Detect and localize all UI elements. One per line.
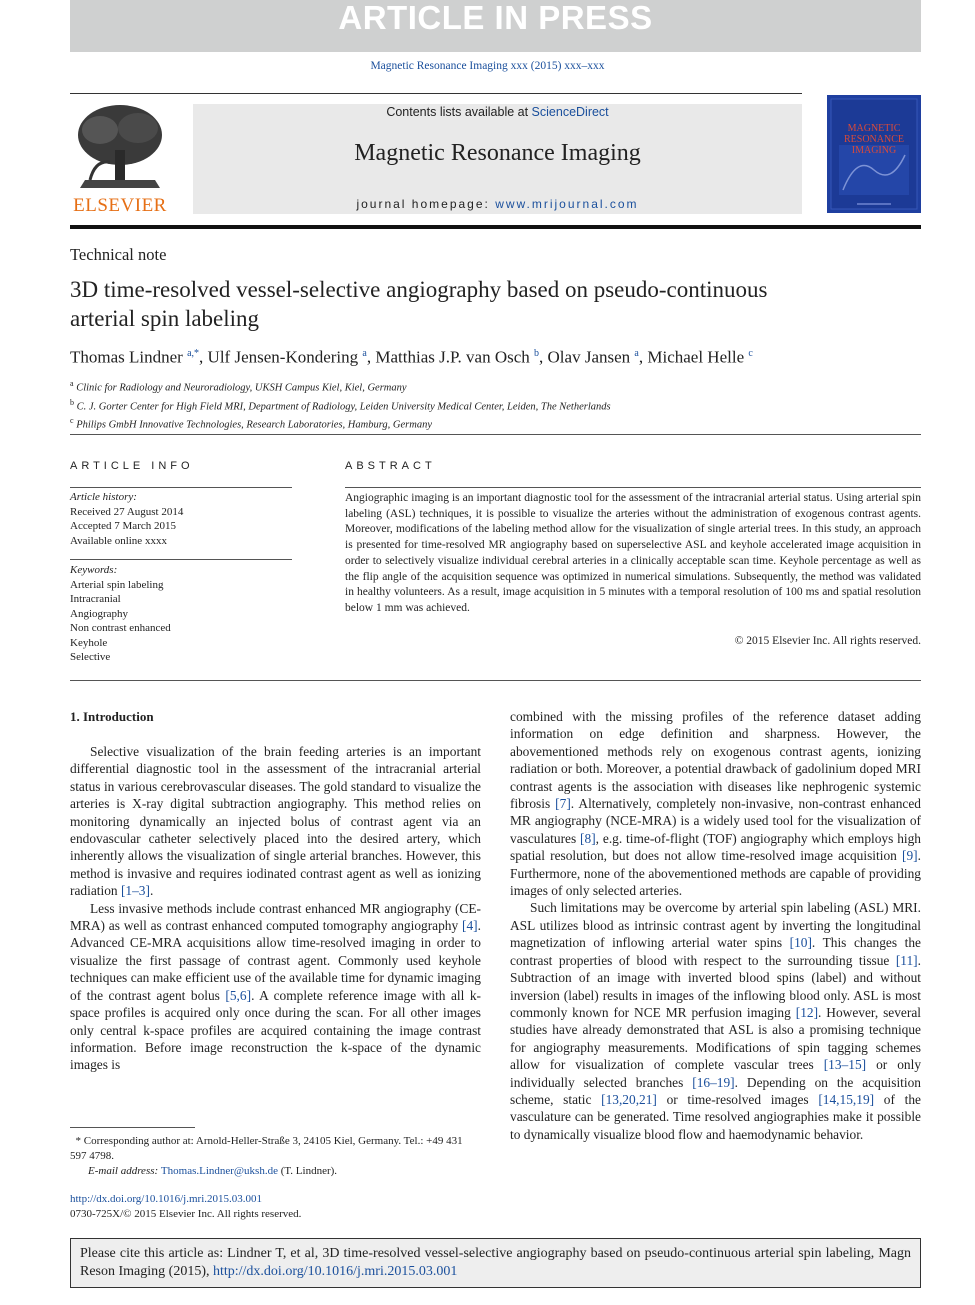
- citation-link[interactable]: [4]: [462, 918, 478, 934]
- keyword: Selective: [70, 651, 111, 663]
- info-rule: [70, 487, 292, 488]
- article-in-press-banner: [70, 0, 921, 52]
- affiliation: [70, 414, 611, 433]
- text-run: . Alternatively, completely non-invasive, non-contrast enhanced MR angiography (NCE-MRA) is a widely used tool for the visualization of vasculatures: [510, 796, 921, 846]
- affil-text: C. J. Gorter Center for High Field MRI, Department of Radiology, Leiden University Medical Center, Leiden, The Netherlands: [76, 401, 611, 412]
- issn-line: 0730-725X/© 2015 Elsevier Inc. All rights reserved.: [70, 1208, 302, 1220]
- author-affil-sup[interactable]: a: [634, 348, 639, 359]
- corresponding-footnote: [70, 1134, 481, 1179]
- text-run: . Subtraction of an image with inverted blood spins (label) and without inversion (label) results in images of the inflowing blood only. ASL is most commonly known for NCE MR perfusion imaging: [510, 952, 921, 1020]
- keywords-label: Keywords:: [70, 564, 118, 576]
- affiliation: [70, 377, 611, 396]
- affil-sup: a: [70, 379, 74, 388]
- keyword: Keyhole: [70, 636, 108, 649]
- text-run: of the vasculature can be generated. Time resolved angiographies make it possible to dynamically visualize blood flow and haemodynamic behavior.: [510, 1091, 921, 1142]
- keyword: Angiography: [70, 607, 129, 620]
- text-run: Less invasive methods include contrast enhanced MR angiography (CE-MRA) as well as contrast enhanced computed tomography angiography: [70, 900, 481, 934]
- introduction-heading: 1. Introduction: [70, 709, 154, 724]
- journal-homepage: [193, 197, 802, 211]
- text-run: . A complete reference image with all k-space profiles is acquired only once during the scan. For all other images only central k-space profiles are acquired containing the image contrast information. Before image reconstruction the k-space of the dynamic images is: [70, 987, 482, 1073]
- elsevier-wordmark[interactable]: ELSEVIER: [73, 195, 167, 216]
- author-name[interactable]: Olav Jansen: [547, 347, 631, 367]
- text-run: . Furthermore, none of the abovementioned methods are capable of providing images of only selected arteries.: [510, 848, 921, 899]
- author-affil-sup[interactable]: a,*: [187, 348, 200, 359]
- author-name[interactable]: Thomas Lindner: [70, 347, 183, 367]
- keyword: Non contrast enhanced: [70, 622, 171, 634]
- affil-text: Philips GmbH Innovative Technologies, Research Laboratories, Hamburg, Germany: [76, 419, 432, 431]
- section-divider: [70, 434, 921, 435]
- email-line: [70, 1164, 481, 1179]
- right-column: [510, 708, 921, 1143]
- citation-link[interactable]: [11]: [895, 952, 918, 968]
- author-name[interactable]: Matthias J.P. van Osch: [375, 347, 530, 367]
- text-run: . Advanced CE-MRA acquisitions allow time-resolved imaging in order to visualize the first passage of contrast agent. Commonly used keyhole techniques can make efficient use of the available time for dynamic imaging of the contrast agent bolus: [70, 918, 481, 1003]
- paragraph: [70, 900, 481, 1074]
- journal-citation[interactable]: Magnetic Resonance Imaging xxx (2015) xxx–xxx: [370, 60, 605, 72]
- citation-link[interactable]: [12]: [795, 1004, 819, 1020]
- history-item: Accepted 7 March 2015: [70, 520, 176, 532]
- article-info-heading: ARTICLE INFO: [70, 460, 194, 472]
- citation-link[interactable]: [9]: [902, 848, 918, 864]
- author-affil-sup[interactable]: c: [748, 348, 753, 359]
- cite-box-text: [80, 1245, 911, 1281]
- email-label: E-mail address:: [88, 1165, 161, 1177]
- abstract-rule: [345, 487, 921, 488]
- contents-line: [193, 105, 802, 119]
- paragraph: [510, 708, 921, 899]
- header-rule: [70, 93, 802, 94]
- text-run: Selective visualization of the brain feeding arteries is an important differential diagnostic tool in the assessment of the intracranial arterial status in various cerebrovascular diseases. The gold standard to visualize the arteries is X-ray digital subtraction angiography. This method relies on monitoring dynamically an injected bolus of contrast agent via an endovascular catheter selectively placed into the desired artery, which inherently allows the visualization of single arterial branches. However, this method is invasive and requires iodinated contrast agent as well as ionizing radiation: [70, 744, 481, 899]
- author-name[interactable]: Ulf Jensen-Kondering: [207, 347, 359, 367]
- citation-link[interactable]: [1–3]: [120, 883, 150, 899]
- left-column: [70, 743, 481, 1074]
- journal-name: Magnetic Resonance Imaging: [354, 140, 641, 166]
- article-title: 3D time-resolved vessel-selective angiography based on pseudo-continuous arterial spin labeling: [70, 277, 768, 331]
- cite-doi-link[interactable]: http://dx.doi.org/10.1016/j.mri.2015.03.001: [212, 1264, 458, 1279]
- text-run: . However, several studies have already demonstrated that ASL is also a promising technique for angiography measurements. Modifications of spin tagging schemes allow for visualization of complete vascular trees: [510, 1004, 921, 1073]
- history-label: Article history:: [70, 491, 137, 503]
- cite-text: Please cite this article as: Lindner T, et al, 3D time-resolved vessel-selective angiography based on pseudo-continuous arterial spin labeling, Magn Reson Imaging (2015),: [80, 1246, 911, 1279]
- affil-sup: c: [70, 416, 74, 425]
- info-rule: [70, 559, 292, 560]
- contents-prefix: Contents lists available at: [386, 105, 532, 119]
- doi-link[interactable]: http://dx.doi.org/10.1016/j.mri.2015.03.001: [70, 1193, 262, 1205]
- footnote-rule: [70, 1127, 195, 1128]
- paragraph: [510, 899, 921, 1143]
- corresponding-author-note: * Corresponding author at: Arnold-Heller-Straße 3, 24105 Kiel, Germany. Tel.: +49 431 597 4798.: [70, 1135, 463, 1162]
- keywords-block: [70, 563, 171, 665]
- email-link[interactable]: Thomas.Lindner@uksh.de: [160, 1165, 278, 1177]
- abstract-copyright: © 2015 Elsevier Inc. All rights reserved.: [734, 635, 921, 647]
- author-affil-sup[interactable]: a: [362, 348, 367, 359]
- text-run: or time-resolved images: [656, 1091, 819, 1107]
- text-run: . This changes the contrast properties of blood with respect to the surrounding tissue: [510, 935, 921, 968]
- citation-link[interactable]: [13–15]: [823, 1057, 867, 1073]
- keyword: Intracranial: [70, 593, 121, 605]
- citation-link[interactable]: [8]: [580, 830, 596, 846]
- history-item: Received 27 August 2014: [70, 505, 184, 518]
- article-history: [70, 490, 183, 548]
- homepage-link[interactable]: www.mrijournal.com: [495, 197, 639, 211]
- citation-link[interactable]: [14,15,19]: [818, 1091, 875, 1107]
- abstract-text: Angiographic imaging is an important diagnostic tool for the assessment of the intracranial arterial status. Using arterial spin labeling (ASL) techniques, it is possible to visualize the arteries without the administration of exogenous contrast agents. Moreover, modifications of the labeling method allow for the visualization of single arterial trees. In this study, an approach is presented for time-resolved MR angiography based on superselective ASL and keyhole accelerated image acquisition in order to selectively visualize individual cerebral arteries in a clinically acceptable scan time. Keyhole percentage as well as the flip angle of the acquisition sequence was optimized in numerical simulations. Subsequently, the method was validated in healthy volunteers. As a result, image acquisition in 5 minutes with a temporal resolution of 100 ms and spatial resolution below 1 mm was achieved.: [345, 492, 921, 614]
- corresponding-text: Corresponding author at: Arnold-Heller-Straße 3, 24105 Kiel, Germany. Tel.: +49 431 597 4798.: [70, 1135, 463, 1162]
- author-name[interactable]: Michael Helle: [647, 347, 745, 367]
- citation-link[interactable]: [13,20,21]: [601, 1091, 657, 1107]
- text-run: combined with the missing profiles of the reference dataset adding information on edge definition and sharpness. However, the abovementioned methods rely on exogenous contrast agents, ionizing radiation or both. Moreover, a potential drawback of gadolinium doped MRI contrast agents is the association with diseases like nephrogenic systemic fibrosis: [510, 709, 921, 812]
- affil-sup: b: [70, 397, 74, 407]
- homepage-prefix: journal homepage:: [356, 197, 496, 211]
- affil-text: Clinic for Radiology and Neuroradiology, UKSH Campus Kiel, Kiel, Germany: [76, 382, 407, 394]
- text-run: . Depending on the acquisition scheme, static: [510, 1074, 921, 1107]
- article-type: Technical note: [70, 245, 167, 264]
- author-affil-sup[interactable]: b: [534, 348, 540, 359]
- doi-block: [70, 1192, 301, 1222]
- keyword: Arterial spin labeling: [70, 578, 164, 591]
- header-thick-rule: [70, 225, 921, 229]
- cover-title: MAGNETIC RESONANCE IMAGING: [843, 123, 904, 156]
- text-run: Such limitations may be overcome by arterial spin labeling (ASL) MRI. ASL utilizes blood as intrinsic contrast agent by inverting the longitudinal magnetization of inflowing arterial water spins: [510, 900, 921, 951]
- text-run: or only individually selected branches: [510, 1057, 922, 1090]
- text-run: , e.g. time-of-flight (TOF) angiography which employs high spatial resolution, but does not allow time-resolved image acquisition: [510, 830, 921, 864]
- section-divider: [70, 680, 921, 681]
- affiliation: [70, 396, 611, 415]
- banner-text: ARTICLE IN PRESS: [338, 0, 653, 36]
- sciencedirect-link[interactable]: ScienceDirect: [531, 105, 609, 119]
- citation-link[interactable]: [10]: [789, 935, 812, 951]
- history-item: Available online xxxx: [70, 534, 167, 547]
- abstract-heading: ABSTRACT: [345, 460, 436, 472]
- citation-link[interactable]: [7]: [555, 796, 571, 812]
- citation-link[interactable]: [16–19]: [692, 1074, 735, 1090]
- citation-link[interactable]: [5,6]: [225, 987, 252, 1003]
- author-list: Thomas Lindner $^{a,*}$, Ulf Jensen-Kondering $^a$, Matthias J.P. van Osch $^b$, Olav Jansen $^a$, Michael Helle $^c$: [70, 347, 753, 367]
- affiliation-list: [70, 377, 611, 433]
- paragraph: Selective visualization of the brain feeding arteries is an important differential diagnostic tool in the assessment of the intracranial arterial status in various cerebrovascular diseases. The gold standard to visualize the arteries is X-ray digital subtraction angiography. This method relies on monitoring dynamically an injected bolus of contrast agent via an endovascular catheter selectively placed into the desired artery, which inherently allows the visualization of single arterial branches. However, this method is invasive and requires iodinated contrast agent as well as ionizing radiation [1–3].: [70, 744, 481, 899]
- email-suffix: (T. Lindner).: [277, 1165, 338, 1177]
